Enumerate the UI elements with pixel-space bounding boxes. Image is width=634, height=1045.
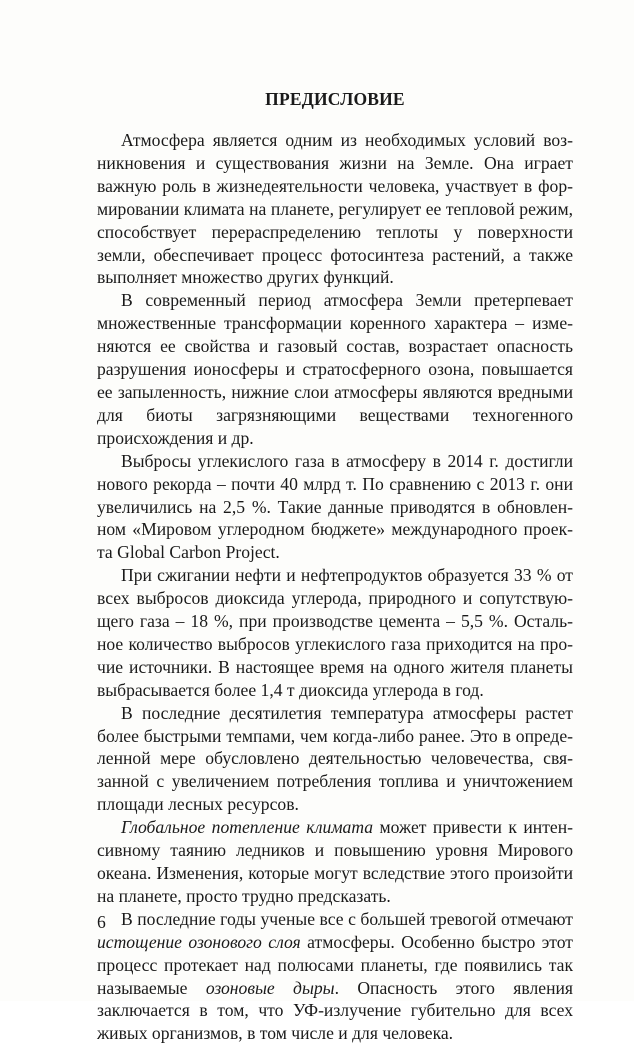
paragraph <box>97 564 573 701</box>
paragraph-list <box>97 129 573 1045</box>
paragraph <box>97 702 573 817</box>
text-run: . Опасность этого явления заключается в том, что УФ-излучение губительно для всех живых организмов, в том числе и для человека. <box>97 977 573 1044</box>
text-run: В современный период атмосфера Земли претерпевает множественные трансформации коренного характера – изменяются ее свойства и газовый состав, возрастает опасность разрушения ионосферы и стратосферного озона, повышается ее запыленность, нижние слои атмосферы являются вредными для биоты загрязняющими веществами техногенного происхождения и др. <box>97 290 573 448</box>
text-run: Выбросы углекислого газа в атмосферу в 2014 г. достигли нового рекорда – почти 40 млрд т. По сравнению с 2013 г. они увеличились на 2,5 %. Такие данные приводятся в обновленном «Мировом углеродном бюджете» международного проекта Global Carbon Project. <box>97 450 573 563</box>
page-heading: ПРЕДИСЛОВИЕ <box>265 89 405 109</box>
paragraph <box>97 450 573 565</box>
text-run: Атмосфера является одним из необходимых условий возникновения и существования жизни на Земле. Она играет важную роль в жизнедеятельности человека, участвует в формировании климата на планете, регулирует ее тепловой режим, способствует перераспределению теплоты у поверхности земли, обеспечивает процесс фотосинтеза растений, а также выполняет множество других функций. <box>97 130 573 288</box>
page-text-block <box>97 88 573 1045</box>
text-run: При сжигании нефти и нефтепродуктов образуется 33 % от всех выбросов диоксида углерода, природного и сопутствующего газа – 18 %, при производстве цемента – 5,5 %. Остальное количество выбросов углекислого газа приходится на прочие источники. В настоящее время на одного жителя планеты выбрасывается более 1,4 т диоксида углерода в год. <box>97 565 573 700</box>
paragraph <box>97 129 573 289</box>
paragraph <box>97 908 573 1045</box>
page-number: 6 <box>97 912 106 932</box>
italic-term: истощение озонового слоя <box>97 931 301 952</box>
paragraph <box>97 289 573 449</box>
paragraph <box>97 816 573 908</box>
text-run: В последние десятилетия температура атмосферы растет более быстрыми темпами, чем когда-либо ранее. Это в определенной мере обусловлено деятельностью человечества, связанной с увеличением потребления топлива и уничтожением площади лесных ресурсов. <box>97 702 573 815</box>
text-run: может привести к интенсивному таянию ледников и повышению уровня Мирового океана. Изменения, которые могут вследствие этого произойти на планете, просто трудно предсказать. <box>97 817 573 906</box>
text-run: В последние годы ученые все с большей тревогой отмечают <box>121 908 573 929</box>
italic-term: Глобальное потепление климата <box>121 817 374 838</box>
italic-term: озоновые дыры <box>205 977 335 998</box>
text-run: атмосферы. Особенно быстро этот процесс протекает над полюсами планеты, где появились так называемые <box>97 931 573 998</box>
